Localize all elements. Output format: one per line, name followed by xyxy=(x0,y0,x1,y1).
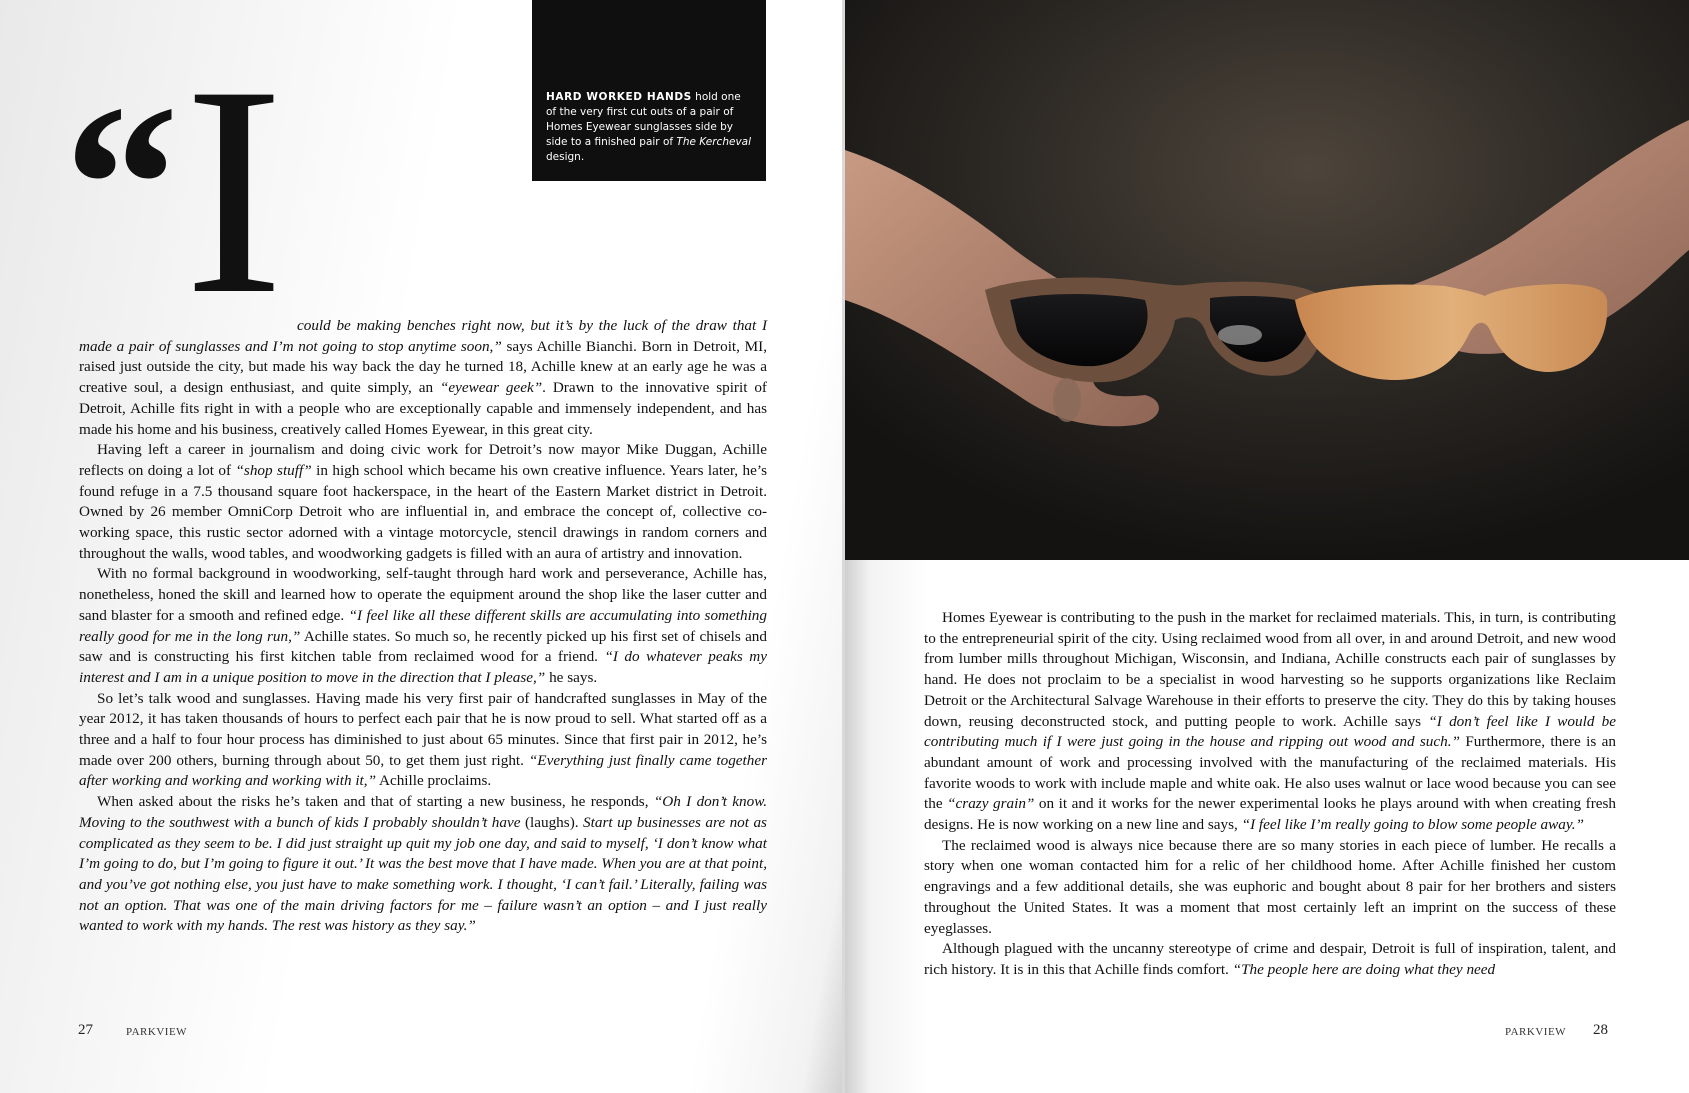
body-text: Furthermore, there is an abundant amount of work and processing involved with the manufacturing of the reclaimed materials. His favorite woods to work with include maple and white oak. He also uses walnut or lace wood because you can see the xyxy=(924,733,1616,813)
quote-text: “Oh I don’t know. Moving to the southwest with a bunch of kids I probably shouldn’t have xyxy=(79,793,768,831)
quote-text: “I do whatever peaks my interest and I am in a unique position to move in the direction that I please,” xyxy=(79,648,767,686)
body-text: So let’s talk wood and sunglasses. Having made his very first pair of handcrafted sunglasses in May of the year 2012, it has taken thousands of hours to perfect each pair that he is now proud to sell. What started off as a three and a half to four hour process has diminished to just about 65 minutes. Since that first pair in 2012, he’s made over 200 others, burning through about 50, to get them just right. xyxy=(79,689,767,769)
quote-text: “I feel like all these different skills are accumulating into something really good for me in the long run,” xyxy=(79,606,767,645)
quote-text: “Everything just finally came together after working and working and working with it,” xyxy=(79,751,768,790)
body-text: When asked about the risks he’s taken and that of starting a new business, he responds, xyxy=(97,793,654,811)
paragraph xyxy=(79,564,767,688)
body-text: he says. xyxy=(545,668,598,686)
left-page xyxy=(0,0,842,1093)
article-column-left xyxy=(79,316,767,937)
drop-cap: I xyxy=(184,24,284,356)
body-text: Achille states. So much so, he recently picked up his first set of chisels and saw and is constructing his first kitchen table from reclaimed wood for a friend. xyxy=(79,627,767,666)
body-text: (laughs). xyxy=(520,813,584,831)
paragraph xyxy=(924,836,1616,940)
page-number-left: 27 xyxy=(78,1022,93,1038)
decorative-quote-mark: “ xyxy=(64,57,167,312)
body-text: Achille proclaims. xyxy=(376,772,492,790)
caption-design-name: The Kercheval xyxy=(676,136,752,148)
paragraph xyxy=(79,316,767,440)
hands-holding-sunglasses-photo xyxy=(845,0,1689,560)
body-text: With no formal background in woodworking, self-taught through hard work and perseverance, Achille has, nonetheless, honed the skill and learned how to operate the equipment around the shop like the laser cutter and sand blaster for a smooth and refined edge. xyxy=(79,565,767,624)
quote-text: “I don’t feel like I would be contributing much if I were just going in the house and ripping out wood and such.” xyxy=(924,712,1616,751)
right-page xyxy=(845,0,1689,1093)
caption-lead: HARD WORKED HANDS xyxy=(546,91,692,103)
body-text: Homes Eyewear is contributing to the push in the market for reclaimed materials. This, in turn, is contributing to the entrepreneurial spirit of the city. Using reclaimed wood from all over, in and around Detroit, and new wood from lumber mills throughout Michigan, Wisconsin, and Indiana, Achille constructs each pair of sunglasses by hand. He does not proclaim to be a specialist in wood harvesting so he supports organizations like Reclaim Detroit or the Architectural Salvage Warehouse in their efforts to preserve the city. They do this by taking houses down, reusing deconstructed stock, and putting people to work. Achille says xyxy=(924,609,1616,730)
quote-text: “I feel like I’m really going to blow some people away.” xyxy=(1241,816,1584,834)
article-column-right xyxy=(924,608,1616,981)
paragraph xyxy=(924,608,1616,836)
photo-caption xyxy=(532,0,766,181)
quote-text: could be making benches right now, but it’s by the luck of the draw that I made a pair of sunglasses and I’m not going to stop anytime soon,” xyxy=(79,317,767,355)
paragraph xyxy=(79,792,767,937)
body-text: The reclaimed wood is always nice because there are so many stories in each piece of lumber. He recalls a story when one woman contacted him for a relic of her childhood home. After Achille finished her custom engravings and a few additional details, she was euphoric and bought about 8 pair for her brothers and sisters throughout the United States. It was a moment that most certainly left an imprint on the success of these eyeglasses. xyxy=(924,836,1616,937)
body-text: says Achille Bianchi. Born in Detroit, MI, raised just outside the city, but made his way back the day he turned 18, Achille knew at an early age he was a creative soul, a design enthusiast, and quite simply, an xyxy=(79,337,767,397)
caption-text-2: design. xyxy=(546,151,585,163)
body-text: on it and it works for the newer experimental looks he plays around with when creating fresh designs. He is now working on a new line and says, xyxy=(924,795,1616,834)
body-text: Having left a career in journalism and doing civic work for Detroit’s now mayor Mike Duggan, Achille reflects on doing a lot of xyxy=(79,441,767,479)
body-text: Although plagued with the uncanny stereotype of crime and despair, Detroit is full of inspiration, talent, and rich history. It is in this that Achille finds comfort. xyxy=(924,940,1616,978)
paragraph xyxy=(924,939,1616,980)
photo-illustration xyxy=(845,0,1689,560)
page-number-right: 28 xyxy=(1593,1022,1608,1038)
paragraph xyxy=(79,689,767,793)
quote-text: “eyewear geek” xyxy=(439,379,543,397)
paragraph xyxy=(79,440,767,564)
caption-text-1: hold one of the very first cut outs of a pair of Homes Eyewear sunglasses side by side to a finished pair of xyxy=(546,91,741,148)
body-text: . Drawn to the innovative spirit of Detroit, Achille fits right in with a people who are exceptionally capable and immensely independent, and has made his home and his business, creatively called Homes Eyewear, in this great city. xyxy=(79,379,767,438)
quote-text: “shop stuff” xyxy=(235,461,312,479)
body-text: in high school which became his own creative influence. Years later, he’s found refuge in a 7.5 thousand square foot hackerspace, in the heart of the Eastern Market district in Detroit. Owned by 26 member OmniCorp Detroit who are influential in, and embrace the concept of, collective co-working space, this rustic sector adorned with a vintage motorcycle, stencil drawings in random corners and throughout the walls, wood tables, and woodworking gadgets is filled with an aura of artistry and innovation. xyxy=(79,461,767,562)
magazine-brand-left: PARKVIEW xyxy=(126,1026,188,1038)
magazine-brand-right: PARKVIEW xyxy=(1505,1026,1567,1038)
quote-text: “crazy grain” xyxy=(947,795,1035,813)
ring xyxy=(1053,378,1081,422)
quote-text: Start up businesses are not as complicated as they seem to be. I did just straight up quit my job one day, and said to myself, ‘I don’t know what I’m going to do, but I’m going to figure it out.’ It was the best move that I have made. When you are at that point, and you’ve got nothing else, you just have to make something work. I thought, ‘I can’t fail.’ Literally, failing was not an option. That was one of the main driving factors for me – failure wasn’t an option – and I just really wanted to work with my hands. The rest was history as they say.” xyxy=(79,813,767,935)
quote-text: “The people here are doing what they need xyxy=(1232,960,1496,978)
